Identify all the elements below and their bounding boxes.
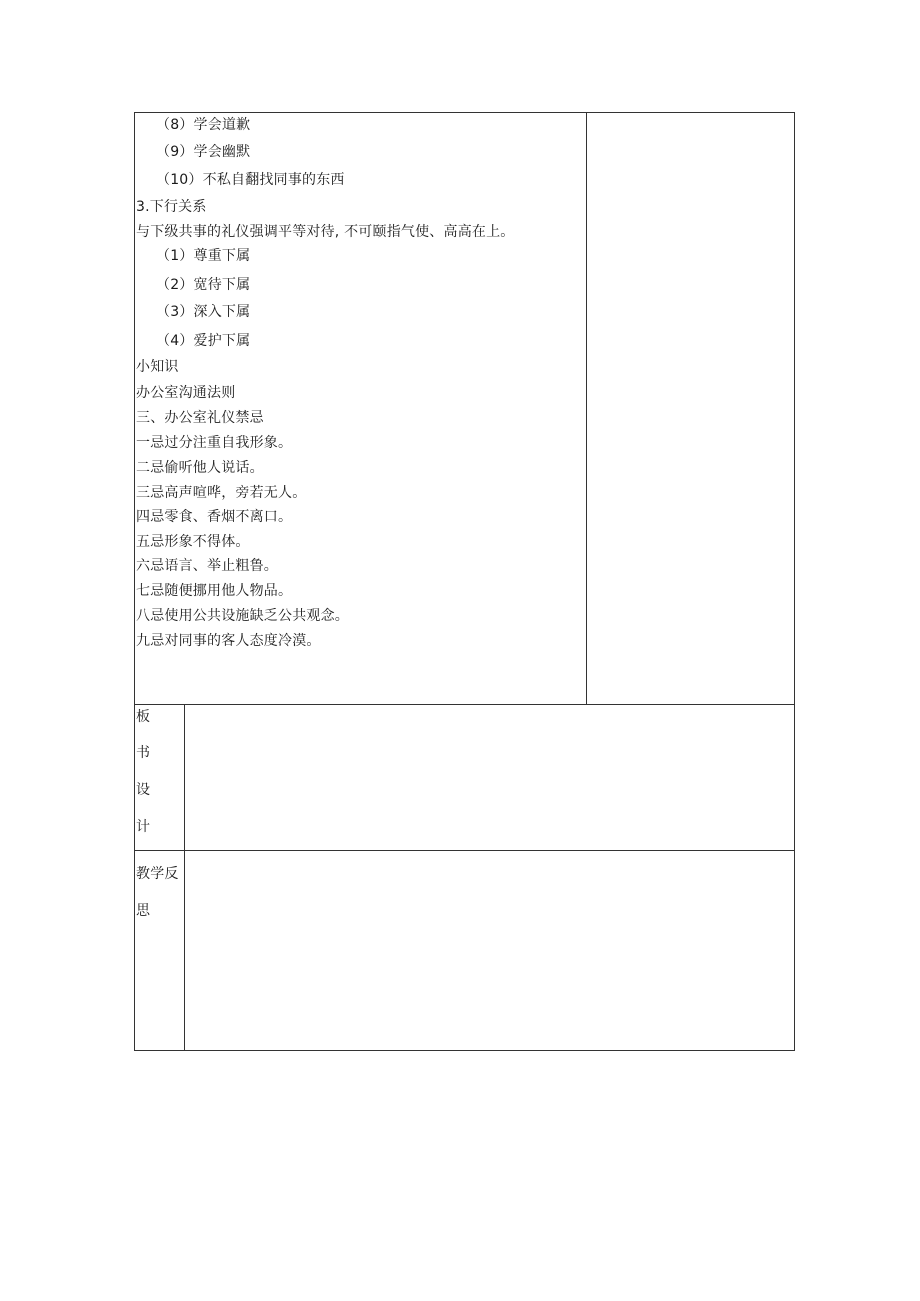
board-design-label-divider <box>184 704 185 851</box>
section-heading: 三、办公室礼仪禁忌 <box>136 410 264 426</box>
board-design-label-char: 设 <box>136 782 151 798</box>
content-line: （1）尊重下属 <box>156 248 251 264</box>
section-heading: 小知识 <box>136 359 179 375</box>
board-design-section <box>134 704 795 851</box>
content-line: （3）深入下属 <box>156 304 251 320</box>
content-line: 六忌语言、举止粗鲁。 <box>136 558 278 574</box>
content-line: 办公室沟通法则 <box>136 385 236 401</box>
teaching-reflection-label: 教学反 <box>136 866 179 882</box>
content-line: （2）宽待下属 <box>156 277 251 293</box>
board-design-label-char: 书 <box>136 745 151 761</box>
teaching-reflection-label-divider <box>184 850 185 1051</box>
content-line: 四忌零食、香烟不离口。 <box>136 509 293 525</box>
content-line: （4）爱护下属 <box>156 333 251 349</box>
section-heading: 3.下行关系 <box>136 199 207 215</box>
content-line: 二忌偷听他人说话。 <box>136 460 264 476</box>
teaching-reflection-label: 思 <box>136 903 151 919</box>
content-line: 与下级共事的礼仪强调平等对待, 不可颐指气使、高高在上。 <box>136 224 515 240</box>
content-line: 七忌随便挪用他人物品。 <box>136 583 293 599</box>
content-line: 八忌使用公共设施缺乏公共观念。 <box>136 608 349 624</box>
board-design-label-char: 板 <box>136 709 151 725</box>
notes-column-divider <box>586 112 587 705</box>
content-line: 一忌过分注重自我形象。 <box>136 435 293 451</box>
content-line: （8）学会道歉 <box>156 117 251 133</box>
content-line: （10）不私自翻找同事的东西 <box>156 172 345 188</box>
board-design-label-char: 计 <box>136 819 151 835</box>
teaching-reflection-section <box>134 850 795 1051</box>
content-line: 五忌形象不得体。 <box>136 534 250 550</box>
content-line: 三忌高声喧哗，旁若无人。 <box>136 485 307 501</box>
content-line: 九忌对同事的客人态度冷漠。 <box>136 633 321 649</box>
content-line: （9）学会幽默 <box>156 144 251 160</box>
